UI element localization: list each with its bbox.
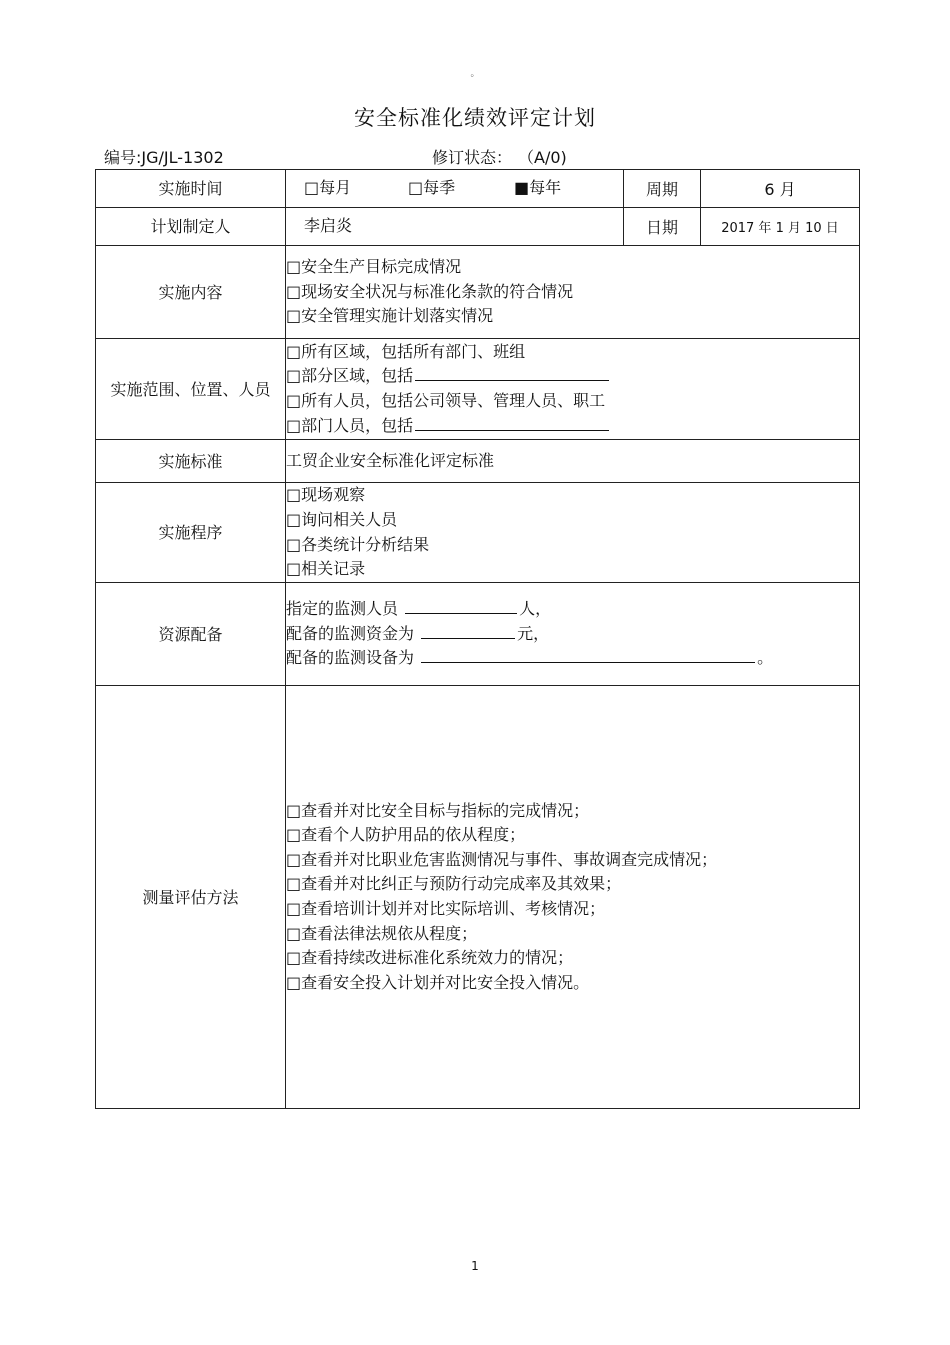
date-label: 日期 — [624, 208, 701, 246]
planner-value: 李启炎 — [286, 208, 624, 246]
resource-funds-label: 配备的监测资金为 — [286, 623, 415, 643]
procedure-item[interactable]: □相关记录 — [286, 559, 366, 579]
standard-label: 实施标准 — [96, 440, 286, 483]
planner-label: 计划制定人 — [96, 208, 286, 246]
scope-label: 实施范围、位置、人员 — [96, 339, 286, 440]
row-standard — [96, 440, 860, 483]
resources-label: 资源配备 — [96, 583, 286, 686]
resources-items — [286, 583, 860, 686]
row-period — [96, 170, 860, 208]
measure-items — [286, 686, 860, 1109]
measure-label: 测量评估方法 — [96, 686, 286, 1109]
resource-equipment — [286, 646, 859, 671]
measure-item[interactable]: □查看并对比职业危害监测情况与事件、事故调查完成情况； — [286, 849, 718, 869]
resource-funds-unit: 元， — [517, 623, 550, 643]
row-content — [96, 246, 860, 339]
scope-items — [286, 339, 860, 440]
revision-status — [432, 145, 567, 168]
standard-value: 工贸企业安全标准化评定标准 — [286, 440, 860, 483]
row-planner — [96, 208, 860, 246]
procedure-label: 实施程序 — [96, 483, 286, 583]
resource-personnel-unit: 人， — [519, 599, 552, 619]
content-items — [286, 246, 860, 339]
procedure-item[interactable]: □现场观察 — [286, 485, 366, 505]
top-mark: 。 — [470, 69, 480, 79]
scope-area-blank[interactable] — [415, 364, 609, 381]
cycle-label: 周期 — [624, 170, 701, 208]
row-scope — [96, 339, 860, 440]
option-quarterly[interactable]: □每季 — [408, 178, 456, 198]
procedure-items — [286, 483, 860, 583]
resource-personnel-label: 指定的监测人员 — [286, 599, 399, 619]
measure-item[interactable]: □查看培训计划并对比实际培训、考核情况； — [286, 899, 606, 918]
measure-item[interactable]: □查看并对比安全目标与指标的完成情况； — [286, 800, 590, 820]
row-resources — [96, 583, 860, 686]
scope-item-text[interactable]: □部门人员，包括 — [286, 415, 414, 435]
option-monthly[interactable]: □每月 — [304, 178, 352, 198]
resource-funds — [286, 622, 859, 647]
revision-value: （A/0) — [526, 148, 567, 167]
resource-personnel — [286, 597, 859, 622]
document-number: 编号:JG/JL-1302 — [104, 148, 224, 167]
content-item[interactable]: □安全管理实施计划落实情况 — [286, 306, 494, 326]
date-value: 2017 年 1 月 10 日 — [701, 208, 860, 246]
period-options — [286, 170, 624, 208]
plan-form-table — [95, 169, 860, 1109]
option-yearly[interactable]: ■每年 — [514, 178, 562, 198]
funds-amount-blank[interactable] — [421, 622, 515, 639]
resource-equipment-end: 。 — [757, 648, 774, 668]
row-procedure — [96, 483, 860, 583]
measure-item[interactable]: □查看安全投入计划并对比安全投入情况。 — [286, 972, 590, 992]
equipment-blank[interactable] — [421, 646, 755, 663]
scope-item-text[interactable]: □部分区域，包括 — [286, 366, 414, 386]
scope-dept-blank[interactable] — [415, 414, 609, 431]
period-label: 实施时间 — [96, 170, 286, 208]
revision-label: 修订状态： — [432, 148, 513, 167]
procedure-item[interactable]: □询问相关人员 — [286, 509, 398, 529]
scope-item[interactable]: □所有人员，包括公司领导、管理人员、职工 — [286, 391, 606, 410]
measure-item[interactable]: □查看法律法规依从程度； — [286, 923, 478, 943]
document-title: 安全标准化绩效评定计划 — [354, 106, 596, 130]
scope-item[interactable]: □所有区域，包括所有部门、班组 — [286, 341, 526, 361]
scope-item — [286, 364, 859, 389]
cycle-value: 6 月 — [701, 170, 860, 208]
row-measure — [96, 686, 860, 1109]
scope-item — [286, 414, 859, 439]
content-item[interactable]: □现场安全状况与标准化条款的符合情况 — [286, 281, 574, 301]
resource-equipment-label: 配备的监测设备为 — [286, 648, 415, 668]
measure-item[interactable]: □查看持续改进标准化系统效力的情况； — [286, 948, 574, 968]
page-number: 1 — [471, 1259, 479, 1273]
content-label: 实施内容 — [96, 246, 286, 339]
procedure-item[interactable]: □各类统计分析结果 — [286, 534, 430, 554]
personnel-count-blank[interactable] — [405, 597, 517, 614]
content-item[interactable]: □安全生产目标完成情况 — [286, 257, 462, 277]
measure-item[interactable]: □查看并对比纠正与预防行动完成率及其效果； — [286, 874, 622, 894]
measure-item[interactable]: □查看个人防护用品的依从程度； — [286, 825, 526, 845]
